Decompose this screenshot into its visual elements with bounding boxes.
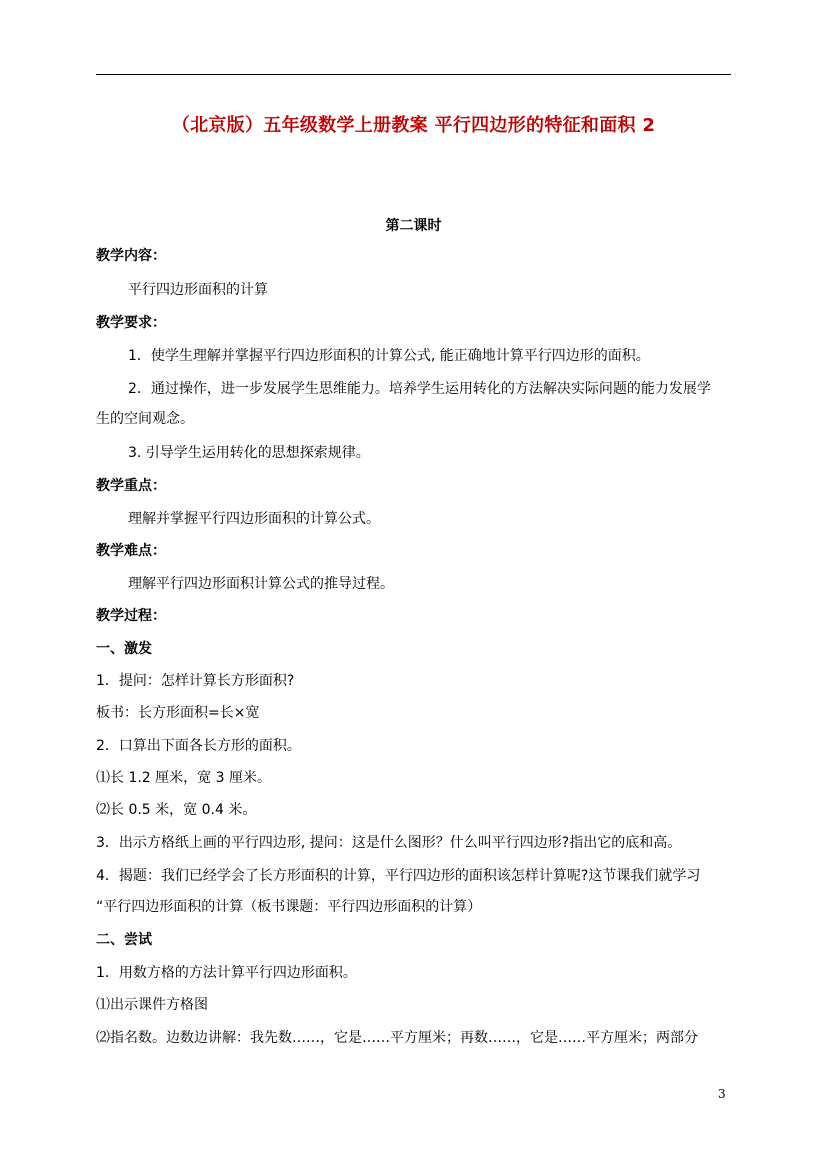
requirement-2: 2．通过操作，进一步发展学生思维能力。培养学生运用转化的方法解决实际问题的能力发展学 (128, 381, 711, 397)
process-heading: 教学过程： (96, 608, 166, 624)
difficulty-heading: 教学难点： (96, 543, 166, 559)
section-1-item-4-continued: “平行四边形面积的计算（板书课题：平行四边形面积的计算） (96, 899, 482, 915)
key-point-heading: 教学重点： (96, 478, 166, 494)
header-rule (96, 74, 731, 75)
section-1-item-2: 2．口算出下面各长方形的面积。 (96, 738, 301, 754)
section-1-item-2b: ⑵长 0.5 米，宽 0.4 米。 (96, 802, 257, 818)
content-text: 平行四边形面积的计算 (128, 282, 268, 298)
difficulty-text: 理解平行四边形面积计算公式的推导过程。 (128, 576, 394, 592)
section-1-item-2a: ⑴长 1.2 厘米，宽 3 厘米。 (96, 770, 271, 786)
section-1-heading: 一、激发 (96, 641, 152, 657)
document-title: （北京版）五年级数学上册教案 平行四边形的特征和面积 2 (171, 115, 656, 136)
lesson-label: 第二课时 (385, 218, 442, 234)
section-2-item-1b: ⑵指名数。边数边讲解：我先数……，它是……平方厘米；再数……，它是……平方厘米；两部分 (96, 1030, 698, 1046)
requirement-2-continued: 生的空间观念。 (96, 411, 194, 427)
content-heading: 教学内容： (96, 248, 166, 264)
page-number: 3 (718, 1087, 726, 1101)
section-2-heading: 二、尝试 (96, 932, 152, 948)
requirement-3: 3. 引导学生运用转化的思想探索规律。 (128, 445, 370, 461)
key-point-text: 理解并掌握平行四边形面积的计算公式。 (128, 511, 380, 527)
section-2-item-1: 1．用数方格的方法计算平行四边形面积。 (96, 965, 357, 981)
section-2-item-1a: ⑴出示课件方格图 (96, 997, 208, 1013)
section-1-item-4: 4．揭题：我们已经学会了长方形面积的计算，平行四边形的面积该怎样计算呢?这节课我们就学习 (96, 868, 701, 884)
section-1-item-1: 1．提问：怎样计算长方形面积? (96, 673, 295, 689)
requirements-heading: 教学要求： (96, 315, 166, 331)
section-1-item-3: 3．出示方格纸上画的平行四边形, 提问：这是什么图形？什么叫平行四边形?指出它的底和高。 (96, 835, 682, 851)
board-note: 板书：长方形面积=长×宽 (96, 705, 260, 721)
requirement-1: 1．使学生理解并掌握平行四边形面积的计算公式, 能正确地计算平行四边形的面积。 (128, 348, 650, 364)
